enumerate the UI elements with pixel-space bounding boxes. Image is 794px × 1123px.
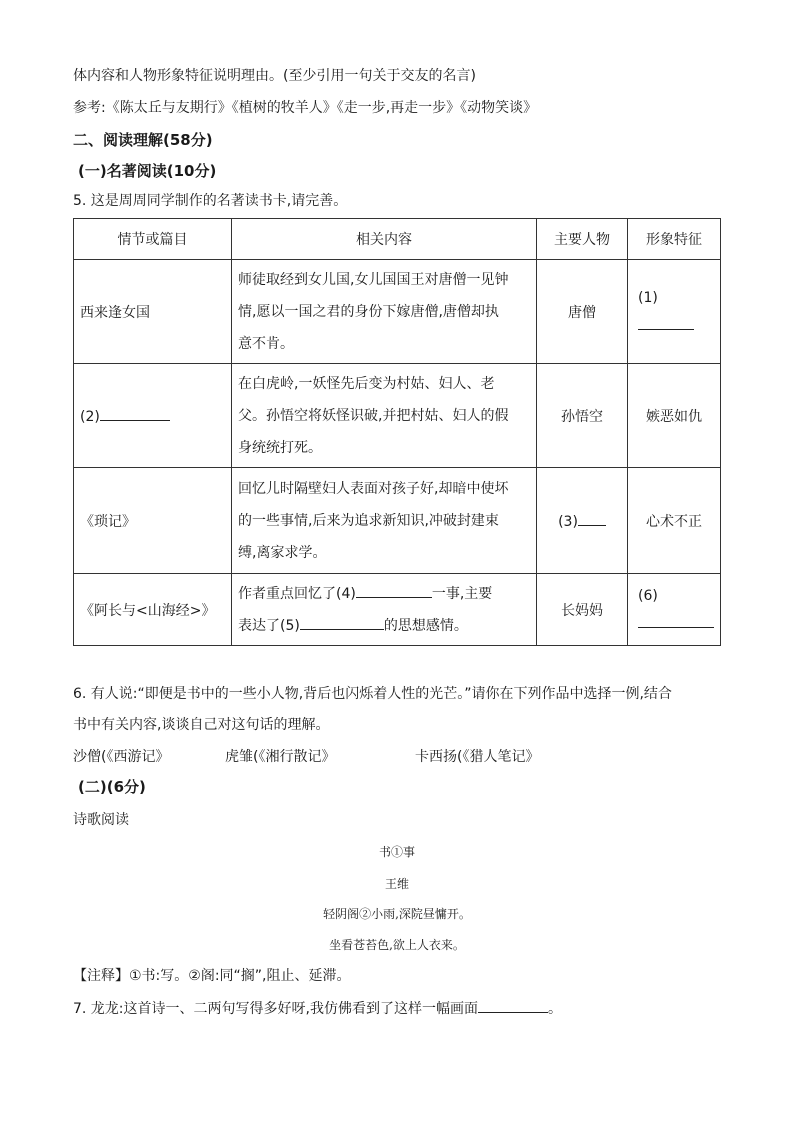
- answer-blank-2[interactable]: [100, 406, 170, 421]
- answer-blank-3[interactable]: [578, 511, 606, 526]
- question-5: 5. 这是周周同学制作的名著读书卡,请完善。: [73, 193, 348, 209]
- poem-title: 书①事: [378, 845, 415, 859]
- table-row: [74, 468, 721, 574]
- option-kaxiyang[interactable]: 卡西扬(《猎人笔记》: [415, 749, 540, 765]
- section-title: 二、阅读理解(58分): [73, 131, 213, 149]
- poem-notes: 【注释】①书:写。②阁:同“搁”,阻止、延滞。: [73, 968, 351, 984]
- cell-character: 孙悟空: [537, 364, 628, 468]
- reading-card-table: [73, 218, 721, 646]
- table-row: [74, 364, 721, 468]
- question-6-line-2: 书中有关内容,谈谈自己对这句话的理解。: [73, 717, 330, 733]
- header-character: 主要人物: [537, 219, 628, 260]
- cell-trait-blank[interactable]: (1): [628, 260, 721, 364]
- table-header-row: [74, 219, 721, 260]
- question-7: 7. 龙龙:这首诗一、二两句写得多好呀,我仿佛看到了这样一幅画面 。: [73, 998, 562, 1019]
- header-content: 相关内容: [232, 219, 537, 260]
- header-trait: 形象特征: [628, 219, 721, 260]
- part1-title: (一)名著阅读(10分): [78, 162, 217, 180]
- cell-character: 长妈妈: [537, 574, 628, 646]
- table-row: [74, 574, 721, 646]
- answer-blank-1[interactable]: [638, 315, 694, 330]
- cell-content: 师徒取经到女儿国,女儿国国王对唐僧一见钟 情,愿以一国之君的身份下嫁唐僧,唐僧却执 意不肯。: [232, 260, 537, 364]
- option-huchu[interactable]: 虎雏(《湘行散记》: [225, 749, 336, 765]
- answer-blank-5[interactable]: [300, 615, 384, 630]
- question-6-line-1: 6. 有人说:“即便是书中的一些小人物,背后也闪烁着人性的光芒。”请你在下列作品中选择一例,结合: [73, 686, 672, 702]
- answer-blank-6[interactable]: [638, 613, 714, 628]
- table-row: [74, 260, 721, 364]
- cell-trait: 嫉恶如仇: [628, 364, 721, 468]
- intro-line-1: 体内容和人物形象特征说明理由。(至少引用一句关于交友的名言): [73, 68, 476, 84]
- option-shaseng[interactable]: 沙僧(《西游记》: [73, 749, 170, 765]
- cell-character-blank[interactable]: (3): [537, 468, 628, 574]
- answer-blank-7[interactable]: [478, 998, 548, 1013]
- intro-line-2: 参考:《陈太丘与友期行》《植树的牧羊人》《走一步,再走一步》《动物笑谈》: [73, 100, 538, 116]
- cell-plot: 西来逢女国: [74, 260, 232, 364]
- cell-character: 唐僧: [537, 260, 628, 364]
- answer-blank-4[interactable]: [356, 583, 432, 598]
- cell-trait: 心术不正: [628, 468, 721, 574]
- cell-content: 回忆儿时隔壁妇人表面对孩子好,却暗中使坏 的一些事情,后来为追求新知识,冲破封建束 缚,离家求学。: [232, 468, 537, 574]
- poem-line-2: 坐看苍苔色,欲上人衣来。: [329, 938, 465, 952]
- cell-plot: 《阿长与<山海经>》: [74, 574, 232, 646]
- cell-plot-blank[interactable]: (2): [74, 364, 232, 468]
- poem-line-1: 轻阴阁②小雨,深院昼慵开。: [323, 907, 471, 921]
- header-plot: 情节或篇目: [74, 219, 232, 260]
- cell-content[interactable]: 作者重点回忆了(4) 一事,主要 表达了(5) 的思想感情。: [232, 574, 537, 646]
- cell-content: 在白虎岭,一妖怪先后变为村姑、妇人、老 父。孙悟空将妖怪识破,并把村姑、妇人的假 身统统打死。: [232, 364, 537, 468]
- cell-trait-blank[interactable]: (6): [628, 574, 721, 646]
- poem-author: 王维: [384, 877, 409, 891]
- poetry-reading-label: 诗歌阅读: [73, 812, 129, 828]
- part2-title: (二)(6分): [78, 778, 146, 796]
- cell-plot: 《琐记》: [74, 468, 232, 574]
